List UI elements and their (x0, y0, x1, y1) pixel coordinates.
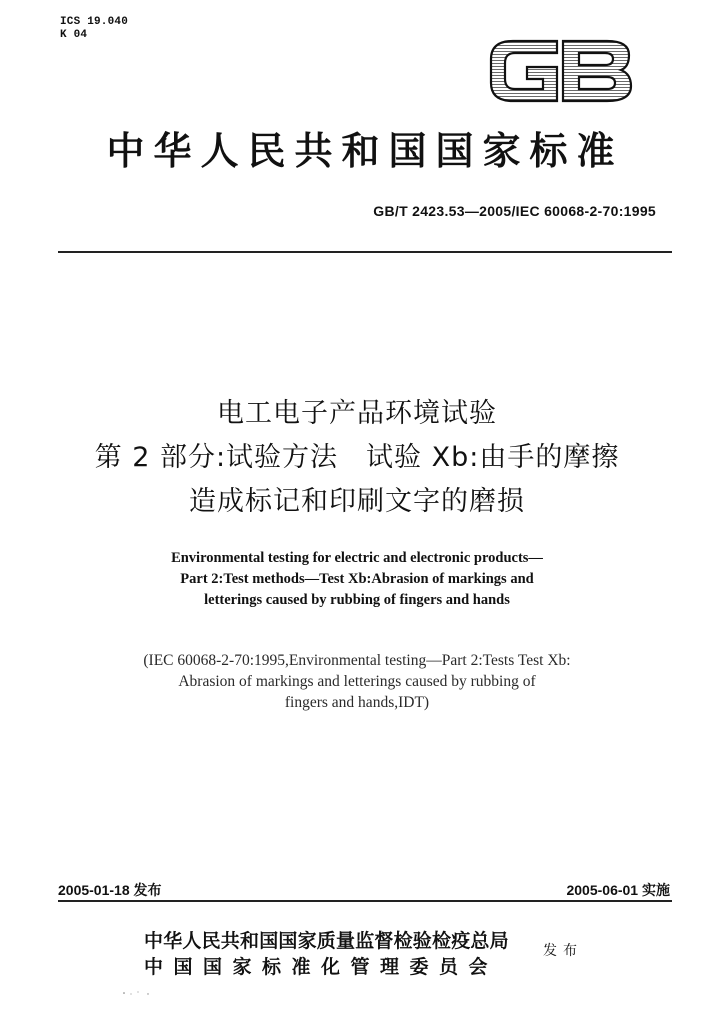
chinese-title (20, 392, 694, 524)
english-title-line-3: letterings caused by rubbing of fingers and hands (204, 592, 510, 608)
ics-classification (60, 16, 128, 42)
scan-speck (122, 990, 152, 996)
chinese-title-line-1: 电工电子产品环境试验 (217, 398, 497, 429)
gb-logo (487, 35, 633, 107)
issuing-authority-2: 中国国家标准化管理委员会 (144, 956, 499, 978)
bottom-divider (58, 900, 672, 902)
classification-code: K 04 (60, 29, 88, 41)
standard-category-title: 中华人民共和国国家标准 (106, 128, 624, 173)
equivalence-line-3: fingers and hands,IDT) (284, 694, 430, 711)
top-divider (58, 251, 672, 253)
chinese-title-line-3: 造成标记和印刷文字的磨损 (189, 486, 525, 517)
issuing-authority-1: 中华人民共和国国家质量监督检验检疫总局 (144, 930, 509, 952)
english-title-line-1: Environmental testing for electric and electronic products— (171, 550, 543, 566)
equivalence-line-2: Abrasion of markings and letterings caused by rubbing of (178, 673, 536, 690)
ics-code: ICS 19.040 (60, 16, 129, 28)
english-title-line-2: Part 2:Test methods—Test Xb:Abrasion of markings and (180, 571, 534, 587)
issue-date: 2005-01-18 发布 (58, 882, 162, 898)
chinese-title-line-2: 第 2 部分:试验方法 试验 Xb:由手的摩擦 (94, 442, 620, 473)
equivalence-line-1: (IEC 60068-2-70:1995,Environmental testing—Part 2:Tests Test Xb: (143, 652, 571, 669)
standard-number: GB/T 2423.53—2005/IEC 60068-2-70:1995 (373, 203, 656, 219)
equivalence-statement (40, 650, 674, 713)
publish-label: 发布 (543, 943, 583, 959)
english-title (40, 548, 674, 611)
implementation-date: 2005-06-01 实施 (566, 882, 670, 898)
